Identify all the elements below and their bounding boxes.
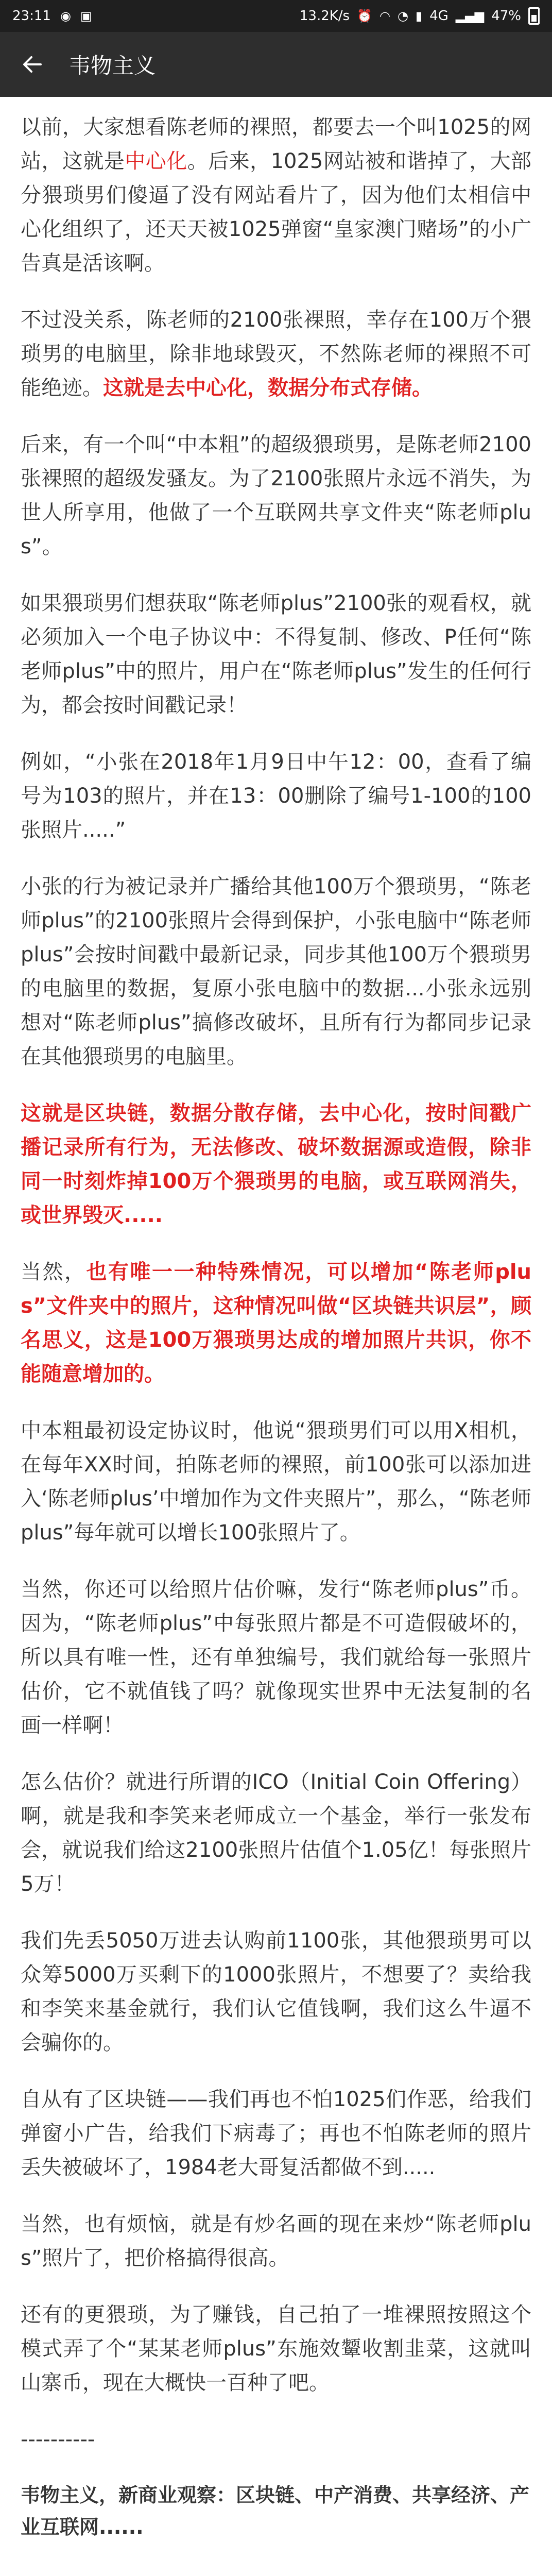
paragraph-9: 中本粗最初设定协议时，他说“猥琐男们可以用X相机，在每年XX时间，拍陈老师的裸照，前100张可以添加进入‘陈老师plus’中增加作为文件夹照片”，那么，“陈老师plus”每年就可以增长100张照片了。 xyxy=(21,1419,531,1545)
paragraph-1: 以前，大家想看陈老师的裸照，都要去一个叫1025的网站，这就是中心化。后来，1025网站被和谐掉了，大部分猥琐男们傻逼了没有网站看片了，因为他们太相信中心化组织了，还天天被1025弹窗“皇家澳门赌场”的小广告真是活该啊。 xyxy=(21,115,532,275)
battery-icon xyxy=(528,7,540,25)
back-button[interactable] xyxy=(14,46,50,82)
paragraph-5: 例如，“小张在2018年1月9日中午12：00，查看了编号为103的照片，并在13：00删除了编号1-100的100张照片.....” xyxy=(21,750,531,842)
paragraph-15: 还有的更猥琐，为了赚钱，自己拍了一堆裸照按照这个模式弄了个“某某老师plus”东施效颦收割韭菜，这就叫山寨币，现在大概快一百种了吧。 xyxy=(21,2303,531,2395)
signal-bars-icon: ▂▄▆ xyxy=(455,9,485,23)
status-right xyxy=(300,7,540,25)
wifi-icon: ◔ xyxy=(397,9,408,23)
paragraph-13: 自从有了区块链——我们再也不怕1025们作恶，给我们弹窗小广告，给我们下病毒了；再也不怕陈老师的照片丢失被破坏了，1984老大哥复活都做不到..... xyxy=(21,2088,531,2179)
footer-tags: 韦物主义，新商业观察：区块链、中产消费、共享经济、产业互联网...... xyxy=(21,2484,530,2538)
page-title: 韦物主义 xyxy=(69,53,156,78)
arrow-left-icon xyxy=(22,54,43,75)
network-type: 4G xyxy=(429,8,449,24)
article-body xyxy=(0,97,552,2576)
divider: ---------- xyxy=(21,2428,95,2451)
paragraph-2: 不过没关系，陈老师的2100张裸照，幸存在100万个猥琐男的电脑里，除非地球毁灭，不然陈老师的裸照不可能绝迹。这就是去中心化，数据分布式存储。 xyxy=(21,308,531,400)
app-notification-icon: ▣ xyxy=(80,9,92,23)
paragraph-6: 小张的行为被记录并广播给其他100万个猥琐男，“陈老师plus”的2100张照片会得到保护，小张电脑中“陈老师plus”会按时间戳中最新记录，同步其他100万个猥琐男的电脑里的数据，复原小张电脑中的数据...小张永远别想对“陈老师plus”搞修改破坏，且所有行为都同步记录在其他猥琐男的电脑里。 xyxy=(21,875,531,1069)
signal-icon: ▮ xyxy=(415,9,423,23)
paragraph-4: 如果猥琐男们想获取“陈老师plus”2100张的观看权，就必须加入一个电子协议中：不得复制、修改、P任何“陈老师plus”中的照片，用户在“陈老师plus”发生的任何行为，都会按时间戳记录！ xyxy=(21,591,531,717)
nav-bar xyxy=(0,32,552,97)
paragraph-3: 后来，有一个叫“中本粗”的超级猥琐男，是陈老师2100张裸照的超级发骚友。为了2100张照片永远不消失，为世人所享用，他做了一个互联网共享文件夹“陈老师plus”。 xyxy=(21,433,531,558)
paragraph-8: 当然，也有唯一一种特殊情况，可以增加“陈老师plus”文件夹中的照片，这种情况叫做“区块链共识层”，顾名思义，这是100万猥琐男达成的增加照片共识，你不能随意增加的。 xyxy=(21,1260,532,1386)
status-time: 23:11 xyxy=(12,8,51,24)
headphones-icon: ◠ xyxy=(380,9,390,23)
network-speed: 13.2K/s xyxy=(299,8,350,24)
paragraph-14: 当然，也有烦恼，就是有炒名画的现在来炒“陈老师plus”照片了，把价格搞得很高。 xyxy=(21,2212,531,2270)
alarm-icon: ⏰ xyxy=(357,9,372,23)
wechat-notification-icon: ◉ xyxy=(60,9,71,23)
paragraph-10: 当然，你还可以给照片估价嘛，发行“陈老师plus”币。因为，“陈老师plus”中每张照片都是不可造假破坏的，所以具有唯一性，还有单独编号，我们就给每一张照片估价，它不就值钱了吗？就像现实世界中无法复制的名画一样啊！ xyxy=(21,1578,531,1737)
status-left xyxy=(12,8,92,24)
paragraph-12: 我们先丢5050万进去认购前1100张，其他猥琐男可以众筹5000万买剩下的1000张照片，不想要了？卖给我和李笑来基金就行，我们认它值钱啊，我们这么牛逼不会骗你的。 xyxy=(21,1929,531,2055)
status-bar xyxy=(0,0,552,32)
paragraph-7: 这就是区块链，数据分散存储，去中心化，按时间戳广播记录所有行为，无法修改、破坏数据源或造假，除非同一时刻炸掉100万个猥琐男的电脑，或互联网消失，或世界毁灭..... xyxy=(21,1101,531,1227)
paragraph-11: 怎么估价？就进行所谓的ICO（Initial Coin Offering）啊，就是我和李笑来老师成立一个基金，举行一张发布会，就说我们给这2100张照片估值个1.05亿！每张照片5万！ xyxy=(21,1770,531,1896)
battery-percent: 47% xyxy=(491,8,521,24)
